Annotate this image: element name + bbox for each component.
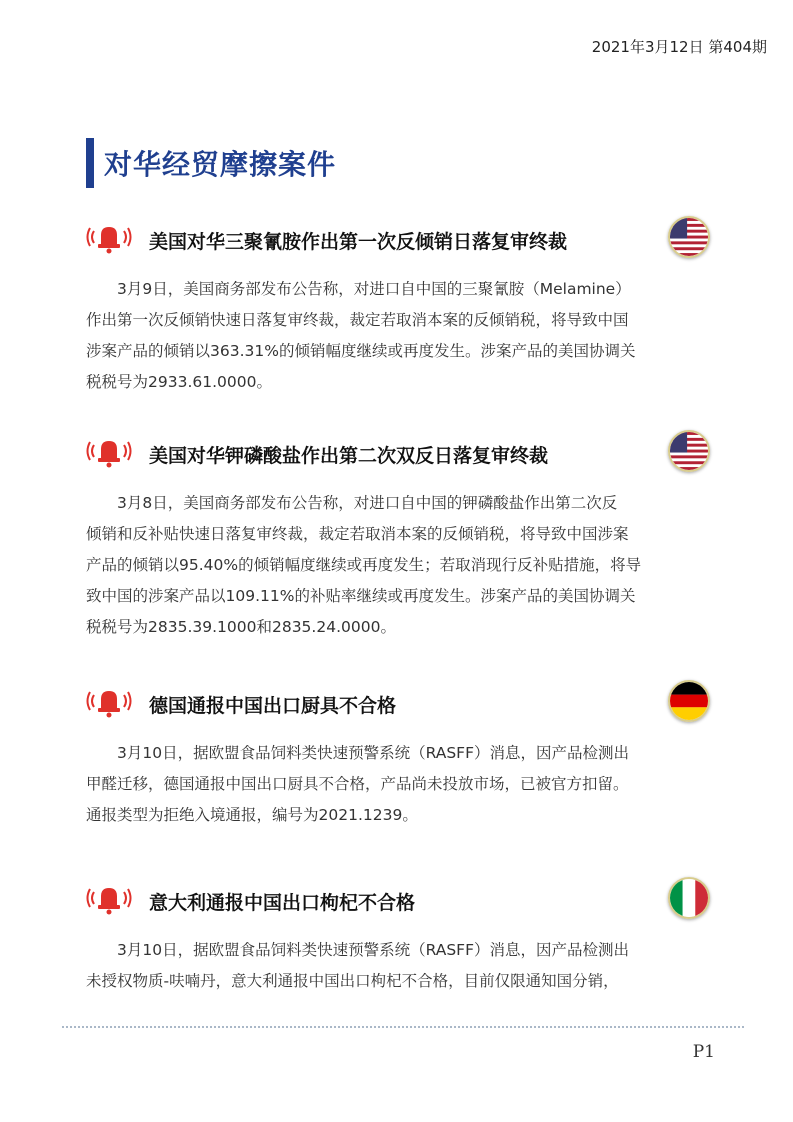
article-title: 德国通报中国出口厨具不合格 <box>149 695 397 717</box>
body-line: 产品的倾销以95.40%的倾销幅度继续或再度发生；若取消现行反补贴措施，将导 <box>86 556 642 574</box>
article-title: 美国对华钾磷酸盐作出第二次双反日落复审终裁 <box>149 445 549 467</box>
us-flag-icon <box>668 430 710 472</box>
germany-flag-icon <box>668 680 710 722</box>
article-body <box>86 935 714 997</box>
alarm-bell-icon <box>86 436 132 470</box>
body-line: 通报类型为拒绝入境通报，编号为2021.1239。 <box>86 806 418 824</box>
body-line: 3月10日，据欧盟食品饲料类快速预警系统（RASFF）消息，因产品检测出 <box>86 941 630 959</box>
body-line: 税税号为2933.61.0000。 <box>86 373 272 391</box>
body-line: 甲醛迁移，德国通报中国出口厨具不合格，产品尚未投放市场，已被官方扣留。 <box>86 775 629 793</box>
article-header <box>86 686 714 726</box>
article-body <box>86 488 714 643</box>
body-line: 致中国的涉案产品以109.11%的补贴率继续或再度发生。涉案产品的美国协调关 <box>86 587 636 605</box>
body-line: 3月8日，美国商务部发布公告称，对进口自中国的钾磷酸盐作出第二次反 <box>86 494 618 512</box>
us-flag-icon <box>668 216 710 258</box>
article-header <box>86 436 714 476</box>
alarm-bell-icon <box>86 222 132 256</box>
italy-flag-icon <box>668 877 710 919</box>
section-accent-bar <box>86 138 94 188</box>
alarm-bell-icon <box>86 686 132 720</box>
section-title: 对华经贸摩擦案件 <box>104 148 337 181</box>
body-line: 倾销和反补贴快速日落复审终裁，裁定若取消本案的反倾销税，将导致中国涉案 <box>86 525 629 543</box>
footer-divider <box>62 1026 744 1028</box>
alarm-bell-icon <box>86 883 132 917</box>
issue-date: 2021年3月12日 第404期 <box>591 38 767 56</box>
body-line: 涉案产品的倾销以363.31%的倾销幅度继续或再度发生。涉案产品的美国协调关 <box>86 342 636 360</box>
article-header <box>86 222 714 262</box>
article-header <box>86 883 714 923</box>
body-line: 3月9日，美国商务部发布公告称，对进口自中国的三聚氰胺（Melamine） <box>86 280 631 298</box>
body-line: 未授权物质-呋喃丹，意大利通报中国出口枸杞不合格，目前仅限通知国分销， <box>86 972 619 990</box>
body-line: 税税号为2835.39.1000和2835.24.0000。 <box>86 618 396 636</box>
body-line: 3月10日，据欧盟食品饲料类快速预警系统（RASFF）消息，因产品检测出 <box>86 744 630 762</box>
body-line: 作出第一次反倾销快速日落复审终裁，裁定若取消本案的反倾销税，将导致中国 <box>86 311 629 329</box>
article-title: 意大利通报中国出口枸杞不合格 <box>149 892 416 914</box>
article-body <box>86 738 714 831</box>
page-number: P1 <box>692 1042 715 1062</box>
article-title: 美国对华三聚氰胺作出第一次反倾销日落复审终裁 <box>149 231 568 253</box>
article-body <box>86 274 714 398</box>
